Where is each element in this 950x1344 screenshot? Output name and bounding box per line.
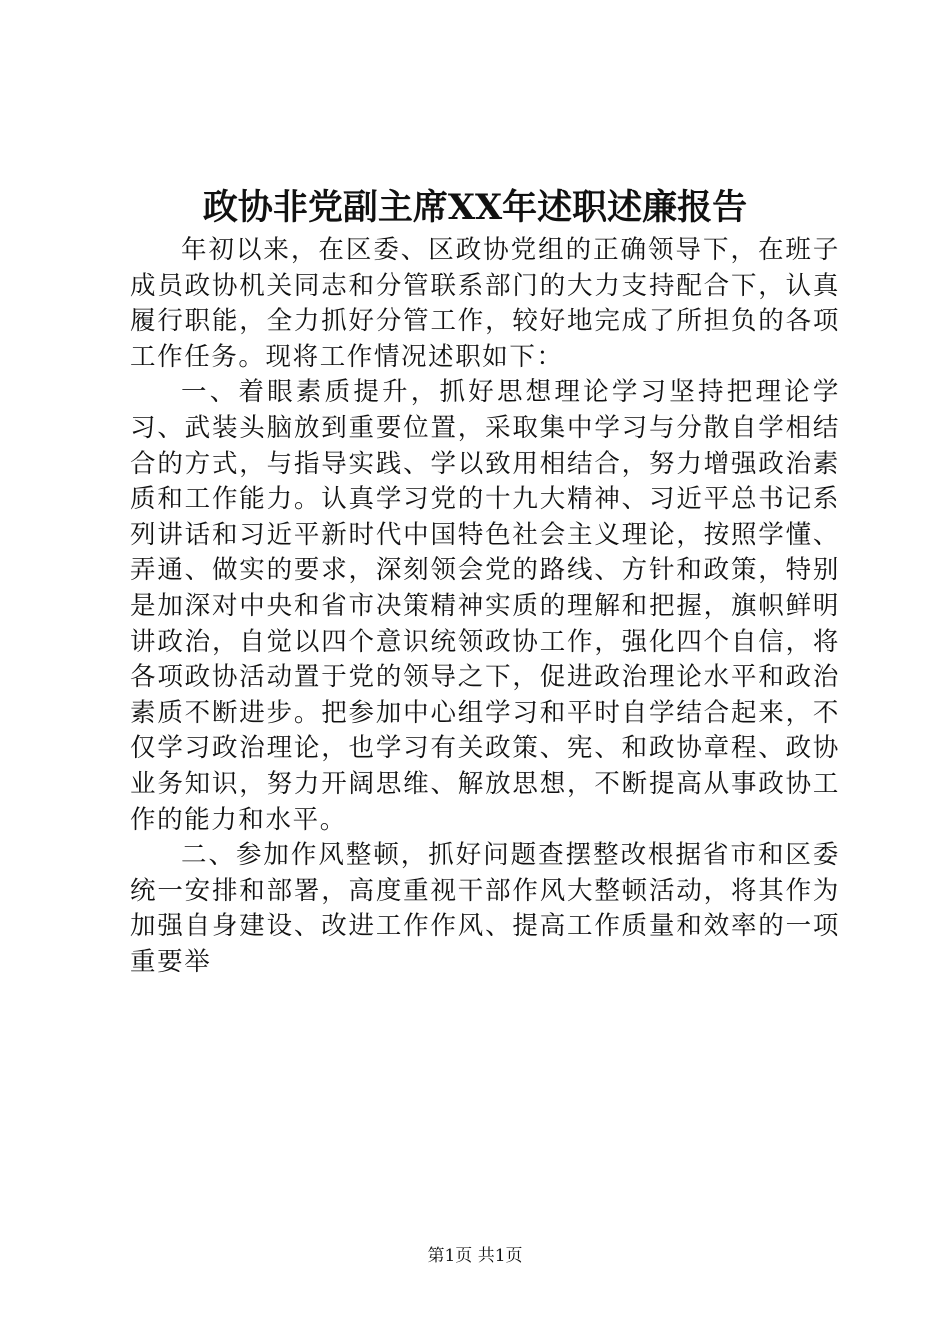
paragraph-section-one: 一、着眼素质提升，抓好思想理论学习坚持把理论学习、武装头脑放到重要位置，采取集中学习与分散自学相结合的方式，与指导实践、学以致用相结合，努力增强政治素质和工作能力。认真学习党的十九大精神、习近平总书记系列讲话和习近平新时代中国特色社会主义理论，按照学懂、弄通、做实的要求，深刻领会党的路线、方针和政策，特别是加深对中央和省市决策精神实质的理解和把握，旗帜鲜明讲政治，自觉以四个意识统领政协工作，强化四个自信，将各项政协活动置于党的领导之下，促进政治理论水平和政治素质不断进步。把参加中心组学习和平时自学结合起来，不仅学习政治理论，也学习有关政策、宪、和政协章程、政协业务知识，努力开阔思维、解放思想，不断提高从事政协工作的能力和水平。 <box>130 377 840 835</box>
document-title: 政协非党副主席XX年述职述廉报告 <box>202 187 748 228</box>
paragraph-intro: 年初以来，在区委、区政协党组的正确领导下，在班子成员政协机关同志和分管联系部门的大力支持配合下，认真履行职能，全力抓好分管工作，较好地完成了所担负的各项工作任务。现将工作情况述职如下： <box>130 235 840 372</box>
document-body <box>130 233 840 980</box>
page-footer: 第1页 共1页 <box>427 1246 523 1266</box>
paragraph-section-two: 二、参加作风整顿，抓好问题查摆整改根据省市和区委统一安排和部署，高度重视干部作风大整顿活动，将其作为加强自身建设、改进工作作风、提高工作质量和效率的一项重要举 <box>130 840 840 977</box>
